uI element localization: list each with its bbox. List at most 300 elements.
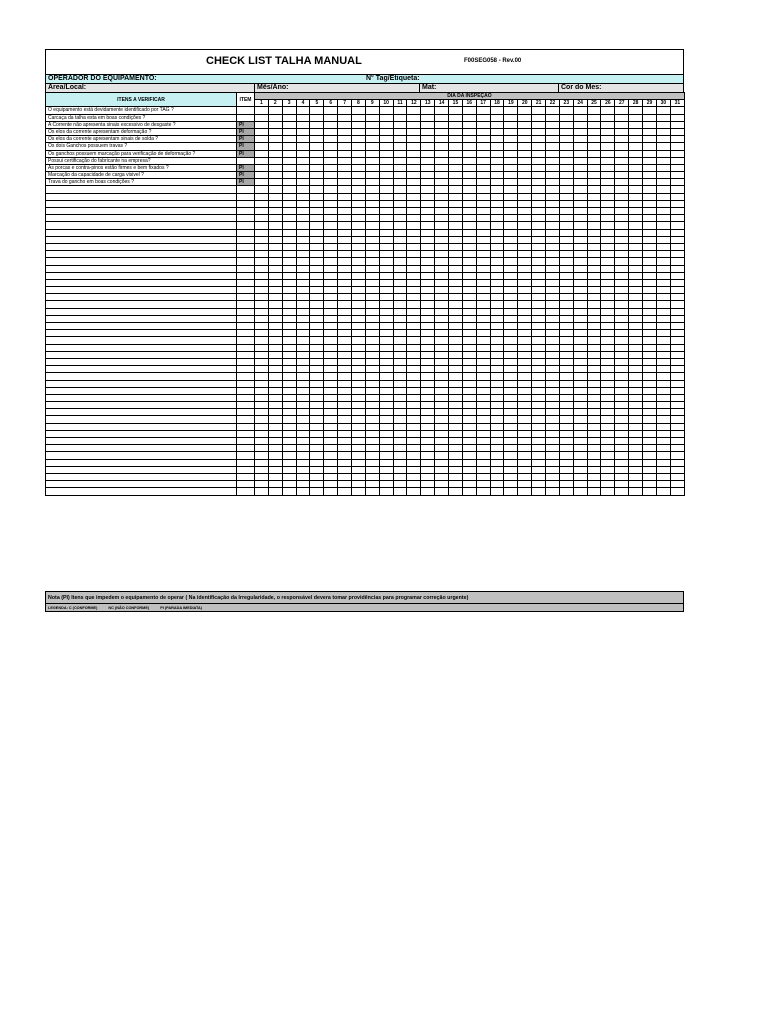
day-check-cell[interactable] <box>296 121 310 128</box>
empty-item-cell[interactable] <box>46 452 237 459</box>
day-check-cell[interactable] <box>324 358 338 365</box>
day-check-cell[interactable] <box>379 215 393 222</box>
empty-item-code-cell[interactable] <box>237 308 255 315</box>
day-check-cell[interactable] <box>601 114 615 121</box>
day-check-cell[interactable] <box>670 438 684 445</box>
day-check-cell[interactable] <box>407 423 421 430</box>
day-check-cell[interactable] <box>532 179 546 186</box>
day-check-cell[interactable] <box>379 473 393 480</box>
day-check-cell[interactable] <box>462 222 476 229</box>
day-check-cell[interactable] <box>296 294 310 301</box>
day-check-cell[interactable] <box>476 308 490 315</box>
day-check-cell[interactable] <box>518 150 532 157</box>
day-check-cell[interactable] <box>629 409 643 416</box>
day-check-cell[interactable] <box>421 186 435 193</box>
day-check-cell[interactable] <box>629 308 643 315</box>
day-check-cell[interactable] <box>587 344 601 351</box>
day-check-cell[interactable] <box>352 179 366 186</box>
day-check-cell[interactable] <box>670 164 684 171</box>
day-check-cell[interactable] <box>504 423 518 430</box>
day-check-cell[interactable] <box>490 251 504 258</box>
day-check-cell[interactable] <box>365 330 379 337</box>
day-check-cell[interactable] <box>296 358 310 365</box>
day-check-cell[interactable] <box>615 279 629 286</box>
day-check-cell[interactable] <box>282 136 296 143</box>
day-check-cell[interactable] <box>352 330 366 337</box>
day-check-cell[interactable] <box>310 107 324 114</box>
day-check-cell[interactable] <box>365 488 379 495</box>
day-check-cell[interactable] <box>490 430 504 437</box>
day-check-cell[interactable] <box>559 114 573 121</box>
day-check-cell[interactable] <box>449 430 463 437</box>
day-check-cell[interactable] <box>282 279 296 286</box>
day-check-cell[interactable] <box>573 438 587 445</box>
day-check-cell[interactable] <box>656 143 670 150</box>
day-check-cell[interactable] <box>532 251 546 258</box>
day-check-cell[interactable] <box>449 402 463 409</box>
day-check-cell[interactable] <box>656 258 670 265</box>
day-check-cell[interactable] <box>532 430 546 437</box>
day-check-cell[interactable] <box>435 402 449 409</box>
day-check-cell[interactable] <box>601 287 615 294</box>
day-check-cell[interactable] <box>435 215 449 222</box>
day-check-cell[interactable] <box>255 358 269 365</box>
day-check-cell[interactable] <box>421 150 435 157</box>
day-check-cell[interactable] <box>670 315 684 322</box>
day-check-cell[interactable] <box>310 164 324 171</box>
day-check-cell[interactable] <box>379 114 393 121</box>
day-check-cell[interactable] <box>629 215 643 222</box>
day-check-cell[interactable] <box>296 128 310 135</box>
day-check-cell[interactable] <box>559 358 573 365</box>
day-check-cell[interactable] <box>476 215 490 222</box>
day-check-cell[interactable] <box>670 287 684 294</box>
day-check-cell[interactable] <box>324 208 338 215</box>
day-check-cell[interactable] <box>629 272 643 279</box>
day-check-cell[interactable] <box>532 459 546 466</box>
day-check-cell[interactable] <box>407 481 421 488</box>
day-check-cell[interactable] <box>518 488 532 495</box>
day-check-cell[interactable] <box>573 416 587 423</box>
day-check-cell[interactable] <box>532 402 546 409</box>
day-check-cell[interactable] <box>587 323 601 330</box>
day-check-cell[interactable] <box>421 423 435 430</box>
day-check-cell[interactable] <box>546 337 560 344</box>
day-check-cell[interactable] <box>615 179 629 186</box>
day-check-cell[interactable] <box>643 366 657 373</box>
day-check-cell[interactable] <box>268 157 282 164</box>
day-check-cell[interactable] <box>324 107 338 114</box>
day-check-cell[interactable] <box>490 301 504 308</box>
day-check-cell[interactable] <box>379 380 393 387</box>
day-check-cell[interactable] <box>338 430 352 437</box>
day-check-cell[interactable] <box>559 287 573 294</box>
day-check-cell[interactable] <box>407 387 421 394</box>
day-check-cell[interactable] <box>656 251 670 258</box>
day-check-cell[interactable] <box>573 222 587 229</box>
day-check-cell[interactable] <box>532 193 546 200</box>
day-check-cell[interactable] <box>573 164 587 171</box>
day-check-cell[interactable] <box>324 323 338 330</box>
day-check-cell[interactable] <box>435 473 449 480</box>
day-check-cell[interactable] <box>504 301 518 308</box>
day-check-cell[interactable] <box>476 179 490 186</box>
day-check-cell[interactable] <box>310 394 324 401</box>
day-check-cell[interactable] <box>518 229 532 236</box>
day-check-cell[interactable] <box>656 114 670 121</box>
day-check-cell[interactable] <box>504 236 518 243</box>
day-check-cell[interactable] <box>407 229 421 236</box>
day-check-cell[interactable] <box>296 308 310 315</box>
day-check-cell[interactable] <box>643 236 657 243</box>
day-check-cell[interactable] <box>449 358 463 365</box>
day-check-cell[interactable] <box>490 186 504 193</box>
day-check-cell[interactable] <box>296 279 310 286</box>
day-check-cell[interactable] <box>338 179 352 186</box>
day-check-cell[interactable] <box>643 358 657 365</box>
day-check-cell[interactable] <box>476 172 490 179</box>
day-check-cell[interactable] <box>338 186 352 193</box>
day-check-cell[interactable] <box>559 164 573 171</box>
day-check-cell[interactable] <box>407 222 421 229</box>
day-check-cell[interactable] <box>393 107 407 114</box>
day-check-cell[interactable] <box>476 150 490 157</box>
day-check-cell[interactable] <box>629 157 643 164</box>
day-check-cell[interactable] <box>559 200 573 207</box>
day-check-cell[interactable] <box>643 287 657 294</box>
day-check-cell[interactable] <box>352 294 366 301</box>
day-check-cell[interactable] <box>546 272 560 279</box>
day-check-cell[interactable] <box>407 488 421 495</box>
day-check-cell[interactable] <box>532 150 546 157</box>
day-check-cell[interactable] <box>449 157 463 164</box>
day-check-cell[interactable] <box>532 236 546 243</box>
day-check-cell[interactable] <box>296 287 310 294</box>
day-check-cell[interactable] <box>352 416 366 423</box>
day-check-cell[interactable] <box>393 222 407 229</box>
day-check-cell[interactable] <box>310 344 324 351</box>
day-check-cell[interactable] <box>393 208 407 215</box>
day-check-cell[interactable] <box>546 366 560 373</box>
day-check-cell[interactable] <box>255 265 269 272</box>
day-check-cell[interactable] <box>379 179 393 186</box>
day-check-cell[interactable] <box>338 301 352 308</box>
day-check-cell[interactable] <box>268 279 282 286</box>
day-check-cell[interactable] <box>629 186 643 193</box>
empty-item-code-cell[interactable] <box>237 366 255 373</box>
empty-item-cell[interactable] <box>46 430 237 437</box>
day-check-cell[interactable] <box>296 200 310 207</box>
day-check-cell[interactable] <box>449 351 463 358</box>
day-check-cell[interactable] <box>656 366 670 373</box>
day-check-cell[interactable] <box>324 308 338 315</box>
day-check-cell[interactable] <box>379 394 393 401</box>
day-check-cell[interactable] <box>559 315 573 322</box>
day-check-cell[interactable] <box>532 323 546 330</box>
day-check-cell[interactable] <box>268 150 282 157</box>
day-check-cell[interactable] <box>518 323 532 330</box>
day-check-cell[interactable] <box>504 452 518 459</box>
day-check-cell[interactable] <box>310 265 324 272</box>
day-check-cell[interactable] <box>601 380 615 387</box>
day-check-cell[interactable] <box>615 373 629 380</box>
day-check-cell[interactable] <box>296 351 310 358</box>
day-check-cell[interactable] <box>656 200 670 207</box>
day-check-cell[interactable] <box>310 373 324 380</box>
day-check-cell[interactable] <box>573 445 587 452</box>
day-check-cell[interactable] <box>504 330 518 337</box>
day-check-cell[interactable] <box>532 157 546 164</box>
day-check-cell[interactable] <box>310 208 324 215</box>
day-check-cell[interactable] <box>296 179 310 186</box>
day-check-cell[interactable] <box>532 200 546 207</box>
day-check-cell[interactable] <box>421 208 435 215</box>
empty-item-cell[interactable] <box>46 193 237 200</box>
empty-item-cell[interactable] <box>46 459 237 466</box>
day-check-cell[interactable] <box>670 380 684 387</box>
day-check-cell[interactable] <box>407 438 421 445</box>
day-check-cell[interactable] <box>379 200 393 207</box>
day-check-cell[interactable] <box>546 358 560 365</box>
day-check-cell[interactable] <box>338 164 352 171</box>
day-check-cell[interactable] <box>615 308 629 315</box>
day-check-cell[interactable] <box>518 272 532 279</box>
day-check-cell[interactable] <box>504 380 518 387</box>
day-check-cell[interactable] <box>670 121 684 128</box>
day-check-cell[interactable] <box>546 143 560 150</box>
day-check-cell[interactable] <box>379 128 393 135</box>
day-check-cell[interactable] <box>435 114 449 121</box>
day-check-cell[interactable] <box>379 423 393 430</box>
empty-item-code-cell[interactable] <box>237 279 255 286</box>
day-check-cell[interactable] <box>656 208 670 215</box>
day-check-cell[interactable] <box>670 150 684 157</box>
day-check-cell[interactable] <box>324 394 338 401</box>
day-check-cell[interactable] <box>587 481 601 488</box>
day-check-cell[interactable] <box>338 337 352 344</box>
day-check-cell[interactable] <box>476 301 490 308</box>
day-check-cell[interactable] <box>643 430 657 437</box>
day-check-cell[interactable] <box>656 416 670 423</box>
day-check-cell[interactable] <box>449 272 463 279</box>
day-check-cell[interactable] <box>629 258 643 265</box>
day-check-cell[interactable] <box>559 236 573 243</box>
day-check-cell[interactable] <box>462 351 476 358</box>
day-check-cell[interactable] <box>670 466 684 473</box>
day-check-cell[interactable] <box>421 330 435 337</box>
day-check-cell[interactable] <box>656 337 670 344</box>
day-check-cell[interactable] <box>393 430 407 437</box>
day-check-cell[interactable] <box>643 380 657 387</box>
day-check-cell[interactable] <box>504 157 518 164</box>
day-check-cell[interactable] <box>421 488 435 495</box>
day-check-cell[interactable] <box>393 459 407 466</box>
day-check-cell[interactable] <box>268 466 282 473</box>
day-check-cell[interactable] <box>310 179 324 186</box>
day-check-cell[interactable] <box>656 315 670 322</box>
day-check-cell[interactable] <box>407 308 421 315</box>
day-check-cell[interactable] <box>352 172 366 179</box>
day-check-cell[interactable] <box>379 157 393 164</box>
day-check-cell[interactable] <box>282 402 296 409</box>
day-check-cell[interactable] <box>352 308 366 315</box>
day-check-cell[interactable] <box>476 430 490 437</box>
day-check-cell[interactable] <box>449 186 463 193</box>
day-check-cell[interactable] <box>365 481 379 488</box>
day-check-cell[interactable] <box>296 344 310 351</box>
day-check-cell[interactable] <box>518 279 532 286</box>
day-check-cell[interactable] <box>435 445 449 452</box>
day-check-cell[interactable] <box>352 229 366 236</box>
day-check-cell[interactable] <box>643 179 657 186</box>
day-check-cell[interactable] <box>629 150 643 157</box>
day-check-cell[interactable] <box>352 315 366 322</box>
day-check-cell[interactable] <box>587 287 601 294</box>
day-check-cell[interactable] <box>421 294 435 301</box>
day-check-cell[interactable] <box>615 430 629 437</box>
day-check-cell[interactable] <box>268 128 282 135</box>
day-check-cell[interactable] <box>449 143 463 150</box>
day-check-cell[interactable] <box>255 394 269 401</box>
day-check-cell[interactable] <box>587 107 601 114</box>
day-check-cell[interactable] <box>352 186 366 193</box>
empty-item-code-cell[interactable] <box>237 243 255 250</box>
empty-item-code-cell[interactable] <box>237 459 255 466</box>
day-check-cell[interactable] <box>532 258 546 265</box>
day-check-cell[interactable] <box>310 481 324 488</box>
day-check-cell[interactable] <box>407 215 421 222</box>
day-check-cell[interactable] <box>255 409 269 416</box>
day-check-cell[interactable] <box>310 466 324 473</box>
day-check-cell[interactable] <box>393 452 407 459</box>
day-check-cell[interactable] <box>546 136 560 143</box>
day-check-cell[interactable] <box>615 215 629 222</box>
day-check-cell[interactable] <box>532 121 546 128</box>
day-check-cell[interactable] <box>504 473 518 480</box>
day-check-cell[interactable] <box>310 200 324 207</box>
day-check-cell[interactable] <box>573 459 587 466</box>
day-check-cell[interactable] <box>518 294 532 301</box>
day-check-cell[interactable] <box>282 373 296 380</box>
day-check-cell[interactable] <box>490 272 504 279</box>
day-check-cell[interactable] <box>255 215 269 222</box>
empty-item-code-cell[interactable] <box>237 193 255 200</box>
day-check-cell[interactable] <box>310 193 324 200</box>
day-check-cell[interactable] <box>559 107 573 114</box>
day-check-cell[interactable] <box>407 315 421 322</box>
day-check-cell[interactable] <box>435 143 449 150</box>
day-check-cell[interactable] <box>518 215 532 222</box>
day-check-cell[interactable] <box>601 215 615 222</box>
day-check-cell[interactable] <box>379 150 393 157</box>
day-check-cell[interactable] <box>449 150 463 157</box>
day-check-cell[interactable] <box>338 394 352 401</box>
day-check-cell[interactable] <box>407 416 421 423</box>
day-check-cell[interactable] <box>421 279 435 286</box>
empty-item-code-cell[interactable] <box>237 215 255 222</box>
day-check-cell[interactable] <box>324 416 338 423</box>
day-check-cell[interactable] <box>393 186 407 193</box>
day-check-cell[interactable] <box>587 402 601 409</box>
day-check-cell[interactable] <box>518 236 532 243</box>
day-check-cell[interactable] <box>532 308 546 315</box>
day-check-cell[interactable] <box>629 387 643 394</box>
day-check-cell[interactable] <box>449 301 463 308</box>
day-check-cell[interactable] <box>365 358 379 365</box>
empty-item-cell[interactable] <box>46 236 237 243</box>
day-check-cell[interactable] <box>546 157 560 164</box>
day-check-cell[interactable] <box>532 208 546 215</box>
day-check-cell[interactable] <box>629 243 643 250</box>
day-check-cell[interactable] <box>490 351 504 358</box>
day-check-cell[interactable] <box>449 121 463 128</box>
day-check-cell[interactable] <box>268 315 282 322</box>
day-check-cell[interactable] <box>504 394 518 401</box>
day-check-cell[interactable] <box>601 387 615 394</box>
day-check-cell[interactable] <box>546 128 560 135</box>
day-check-cell[interactable] <box>670 488 684 495</box>
empty-item-cell[interactable] <box>46 222 237 229</box>
day-check-cell[interactable] <box>449 222 463 229</box>
day-check-cell[interactable] <box>518 358 532 365</box>
day-check-cell[interactable] <box>462 279 476 286</box>
day-check-cell[interactable] <box>559 265 573 272</box>
day-check-cell[interactable] <box>546 215 560 222</box>
day-check-cell[interactable] <box>421 107 435 114</box>
day-check-cell[interactable] <box>462 430 476 437</box>
day-check-cell[interactable] <box>365 128 379 135</box>
day-check-cell[interactable] <box>365 473 379 480</box>
day-check-cell[interactable] <box>587 208 601 215</box>
day-check-cell[interactable] <box>365 452 379 459</box>
day-check-cell[interactable] <box>504 438 518 445</box>
empty-item-cell[interactable] <box>46 344 237 351</box>
day-check-cell[interactable] <box>255 272 269 279</box>
day-check-cell[interactable] <box>435 430 449 437</box>
day-check-cell[interactable] <box>573 387 587 394</box>
day-check-cell[interactable] <box>268 409 282 416</box>
day-check-cell[interactable] <box>338 251 352 258</box>
day-check-cell[interactable] <box>587 416 601 423</box>
day-check-cell[interactable] <box>587 186 601 193</box>
day-check-cell[interactable] <box>587 279 601 286</box>
day-check-cell[interactable] <box>282 430 296 437</box>
day-check-cell[interactable] <box>670 172 684 179</box>
day-check-cell[interactable] <box>393 481 407 488</box>
day-check-cell[interactable] <box>268 344 282 351</box>
day-check-cell[interactable] <box>546 466 560 473</box>
day-check-cell[interactable] <box>532 452 546 459</box>
day-check-cell[interactable] <box>643 459 657 466</box>
day-check-cell[interactable] <box>365 243 379 250</box>
day-check-cell[interactable] <box>490 208 504 215</box>
day-check-cell[interactable] <box>546 265 560 272</box>
day-check-cell[interactable] <box>518 459 532 466</box>
day-check-cell[interactable] <box>476 243 490 250</box>
day-check-cell[interactable] <box>518 380 532 387</box>
day-check-cell[interactable] <box>587 301 601 308</box>
day-check-cell[interactable] <box>518 430 532 437</box>
day-check-cell[interactable] <box>490 481 504 488</box>
day-check-cell[interactable] <box>518 344 532 351</box>
day-check-cell[interactable] <box>462 344 476 351</box>
day-check-cell[interactable] <box>310 473 324 480</box>
empty-item-code-cell[interactable] <box>237 423 255 430</box>
day-check-cell[interactable] <box>490 416 504 423</box>
day-check-cell[interactable] <box>310 229 324 236</box>
empty-item-code-cell[interactable] <box>237 301 255 308</box>
day-check-cell[interactable] <box>282 366 296 373</box>
